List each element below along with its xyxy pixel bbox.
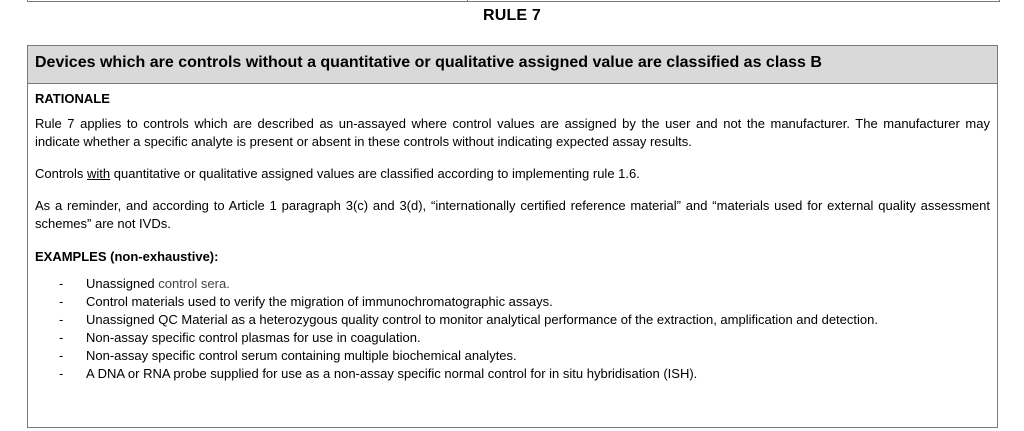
list-item	[35, 365, 990, 383]
example-text: A DNA or RNA probe supplied for use as a non-assay specific normal control for in situ hybridisation (ISH).	[86, 366, 698, 381]
rule-table	[27, 45, 998, 428]
list-item	[35, 329, 990, 347]
list-bullet: -	[59, 330, 64, 345]
list-bullet: -	[59, 348, 64, 363]
examples-label: EXAMPLES (non-exhaustive):	[35, 249, 219, 264]
list-item	[35, 275, 990, 293]
paragraph-2-end: quantitative or qualitative assigned values are classified according to implementing rule 1.6.	[110, 166, 640, 181]
rule-title-bar	[28, 46, 997, 84]
rationale-paragraph-2	[35, 165, 990, 183]
paragraph-2-underlined-word: with	[87, 166, 111, 181]
rule-heading: RULE 7	[482, 7, 542, 24]
example-text: Control materials used to verify the migration of immunochromatographic assays.	[86, 294, 553, 309]
paragraph-2-start: Controls	[35, 166, 88, 181]
list-bullet: -	[59, 276, 64, 291]
list-bullet: -	[59, 294, 64, 309]
example-text: Non-assay specific control plasmas for use in coagulation.	[86, 330, 421, 345]
list-item	[35, 293, 990, 311]
rule-title: Devices which are controls without a quantitative or qualitative assigned value are classified as class B	[35, 54, 822, 71]
example-text: Unassigned QC Material as a heterozygous quality control to monitor analytical performance of the extraction, amplification and detection.	[86, 312, 878, 327]
previous-table-bottom-edge	[27, 0, 1000, 2]
example-text: Non-assay specific control serum containing multiple biochemical analytes.	[86, 348, 517, 363]
list-bullet: -	[59, 312, 64, 327]
example-1-end: control sera.	[158, 276, 230, 291]
rationale-paragraph-1: Rule 7 applies to controls which are described as un-assayed where control values are assigned by the user and not the manufacturer. The manufacturer may indicate whether a specific analyte is present or absent in these controls without indicating expected assay results.	[35, 116, 990, 149]
list-bullet: -	[59, 366, 64, 381]
example-1-start: Unassigned	[86, 276, 159, 291]
rationale-paragraph-3: As a reminder, and according to Article 1 paragraph 3(c) and 3(d), “internationally certified reference material” and “materials used for external quality assessment schemes” are not IVDs.	[35, 198, 990, 231]
rule-content	[28, 84, 997, 383]
examples-list	[35, 275, 990, 383]
list-item	[35, 311, 990, 329]
rationale-label: RATIONALE	[35, 91, 110, 106]
list-item	[35, 347, 990, 365]
previous-table-column-divider	[467, 0, 468, 2]
